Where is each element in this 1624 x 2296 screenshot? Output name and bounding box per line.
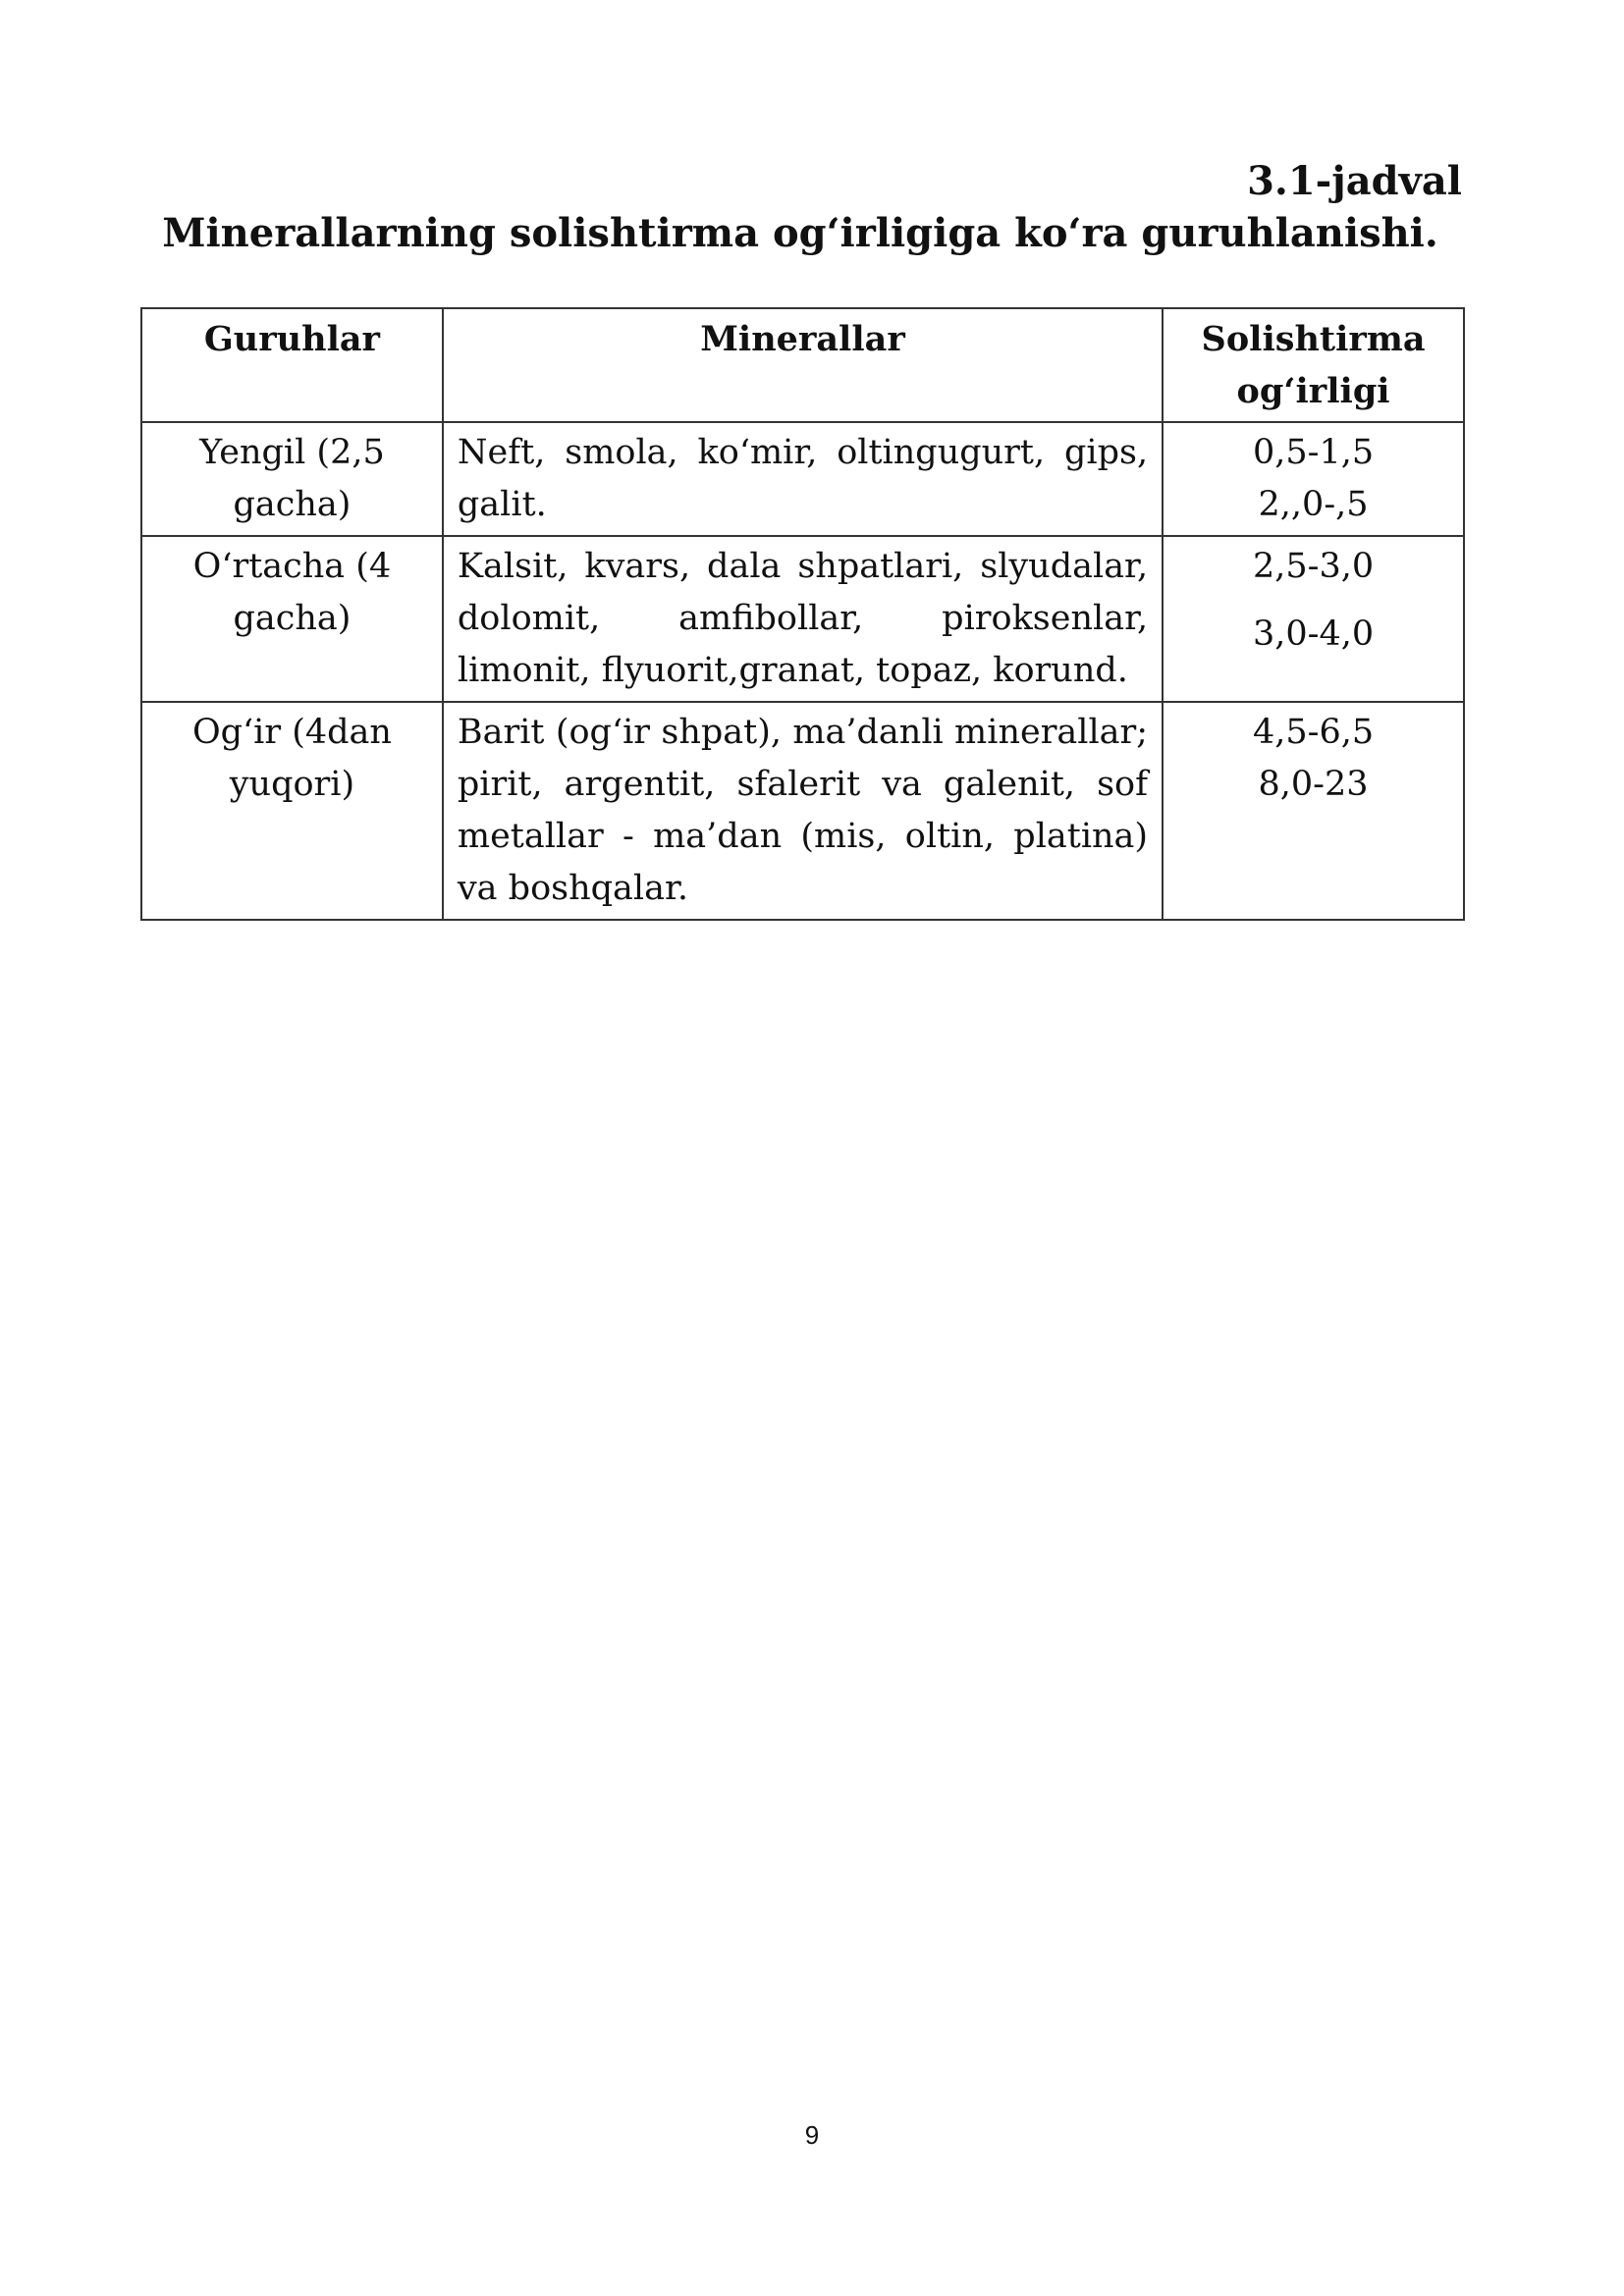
- table-label: 3.1-jadval: [1247, 158, 1462, 204]
- mineral-density-table: [140, 307, 1465, 921]
- header-density-line1: Solishtirma: [1201, 319, 1426, 359]
- header-minerals: Minerallar: [443, 308, 1163, 422]
- density-value: 4,5-6,5: [1252, 713, 1375, 752]
- minerals-cell: Neft, smola, ko‘mir, oltingugurt, gips, galit.: [443, 422, 1163, 536]
- density-value: 8,0-23: [1258, 765, 1369, 804]
- density-value: 0,5-1,5: [1252, 433, 1375, 472]
- minerals-cell: Barit (og‘ir shpat), ma’danli minerallar; pirit, argentit, sfalerit va galenit, sof metallar - ma’dan (mis, oltin, platina) va boshqalar.: [443, 702, 1163, 920]
- group-cell: Og‘ir (4dan yuqori): [141, 702, 443, 920]
- minerals-cell: Kalsit, kvars, dala shpatlari, slyudalar, dolomit, amfibollar, piroksenlar, limonit, flyuorit,granat, topaz, korund.: [443, 536, 1163, 702]
- density-cell: [1163, 536, 1464, 702]
- header-density: [1163, 308, 1464, 422]
- density-value: 2,,0-,5: [1258, 485, 1369, 524]
- group-cell: O‘rtacha (4 gacha): [141, 536, 443, 702]
- group-cell: Yengil (2,5 gacha): [141, 422, 443, 536]
- density-value: 3,0-4,0: [1252, 614, 1375, 654]
- table-row-light: [141, 422, 1464, 536]
- density-cell: [1163, 422, 1464, 536]
- density-cell: [1163, 702, 1464, 920]
- table-title: Minerallarning solishtirma og‘irligiga ko‘ra guruhlanishi.: [162, 210, 1438, 256]
- table-row-heavy: [141, 702, 1464, 920]
- density-value: 2,5-3,0: [1252, 547, 1375, 586]
- table-header-row: [141, 308, 1464, 422]
- header-density-line2: og‘irligi: [1236, 371, 1390, 411]
- header-groups: Guruhlar: [141, 308, 443, 422]
- page-number: 9: [804, 2120, 820, 2150]
- table-row-medium: [141, 536, 1464, 702]
